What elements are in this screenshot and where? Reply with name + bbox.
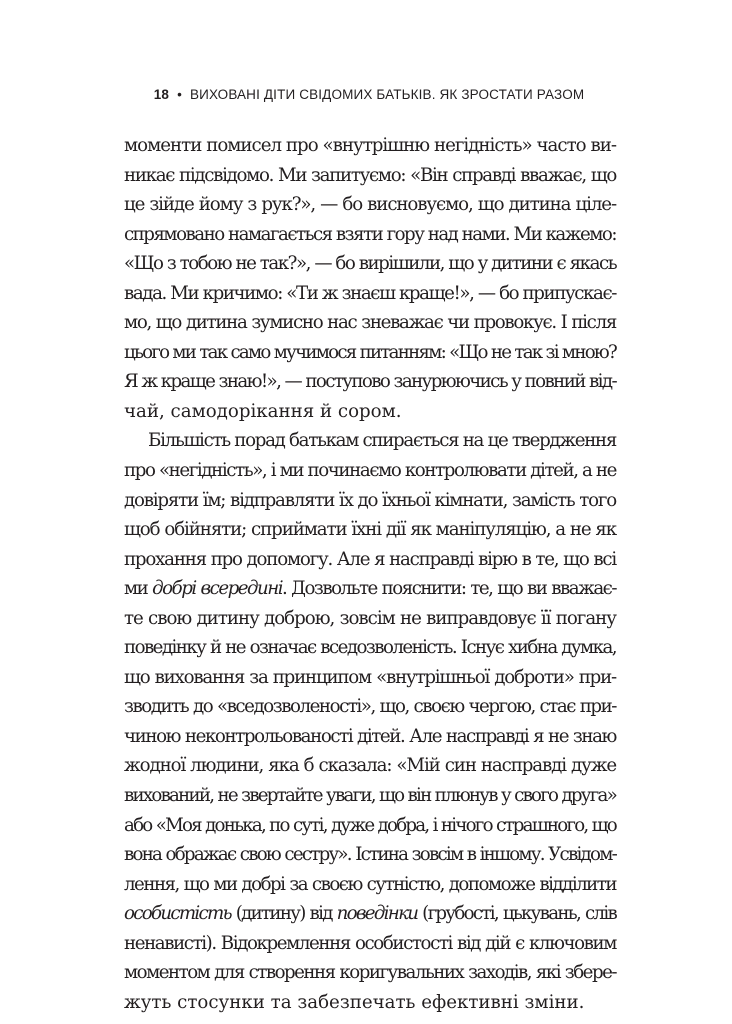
paragraph-1 xyxy=(124,131,616,426)
text-fragment: . Дозвольте пояснити: те, що ви вважає- xyxy=(282,578,616,600)
text-line: вихований, не звертайте уваги, що він плюнув у свого друга» xyxy=(124,785,616,807)
page-number: 18 xyxy=(153,87,170,102)
text-line xyxy=(124,899,616,929)
text-line: никає підсвідомо. Ми запитуємо: «Він справді вважає, що xyxy=(124,164,616,186)
text-line: зводить до «вседозволеності», що, своєю чергою, стає при- xyxy=(124,696,616,718)
text-line: Я ж краще знаю!», — поступово занурюючись у повний від- xyxy=(124,371,616,393)
text-line: лення, що ми добрі за своєю сутністю, допоможе відділити xyxy=(124,873,616,895)
text-line: або «Моя донька, по суті, дуже добра, і нічого страшного, що xyxy=(124,814,616,836)
text-line: вона ображає свою сестру». Істина зовсім в іншому. Усвідом- xyxy=(124,844,616,866)
emphasis-text: добрі всередині xyxy=(152,578,283,600)
text-fragment: (дитину) від xyxy=(230,903,337,925)
text-line: моментом для створення коригувальних заходів, які збере- xyxy=(124,962,616,984)
text-fragment: ми xyxy=(124,578,153,600)
text-line: ненависті). Відокремлення особистості від дій є ключовим xyxy=(124,932,616,954)
emphasis-text: поведінки xyxy=(336,903,418,925)
text-line: мо, що дитина зумисно нас зневажає чи провокує. І після xyxy=(124,312,616,334)
text-fragment: (грубості, цькувань, слів xyxy=(417,903,616,925)
text-line: чиною неконтрольованості дітей. Але насправді я не знаю xyxy=(124,725,616,747)
text-line: вада. Ми кричимо: «Ти ж знаєш краще!», — бо припускає- xyxy=(124,282,616,304)
text-line: щоб обійняти; сприймати їхні дії як маніпуляцію, а не як xyxy=(124,519,616,541)
text-line: що виховання за принципом «внутрішньої доброти» при- xyxy=(124,666,616,688)
text-line: поведінку й не означає вседозволеність. Існує хибна думка, xyxy=(124,637,616,659)
text-line: Більшість порад батькам спирається на це твердження xyxy=(148,430,617,452)
text-line: про «негідність», і ми починаємо контролювати дітей, а не xyxy=(124,460,616,482)
text-line: те свою дитину доброю, зовсім не виправдовує її погану xyxy=(124,607,616,629)
text-line: моменти помисел про «внутрішню негідність» часто ви- xyxy=(124,135,616,156)
text-line: прохання про допомогу. Але я насправді вірю в те, що всі xyxy=(124,548,616,570)
text-line: жуть стосунки та забезпечать ефективні зміни. xyxy=(124,991,585,1013)
text-line: довіряти їм; відправляти їх до їхньої кімнати, замість того xyxy=(124,489,616,511)
text-line: жодної людини, яка б сказала: «Мій син насправді дуже xyxy=(124,755,616,777)
text-line xyxy=(124,574,616,604)
running-header xyxy=(124,87,614,102)
header-separator: • xyxy=(177,87,182,102)
paragraph-2 xyxy=(124,426,616,1017)
text-line: цього ми так само мучимося питанням: «Що не так зі мною? xyxy=(124,341,616,363)
body-text xyxy=(124,131,616,1017)
text-line: чай, самодорікання й сором. xyxy=(124,400,402,422)
text-line: це зійде йому з рук?», — бо висновуємо, що дитина ціле- xyxy=(124,194,616,216)
text-line: «Що з тобою не так?», — бо вирішили, що у дитини є якась xyxy=(124,253,617,275)
emphasis-text: особистість xyxy=(124,903,231,925)
book-title: ВИХОВАНІ ДІТИ СВІДОМИХ БАТЬКІВ. ЯК ЗРОСТАТИ РАЗОМ xyxy=(189,87,585,102)
text-line: спрямовано намагається взяти гору над нами. Ми кажемо: xyxy=(124,223,616,245)
